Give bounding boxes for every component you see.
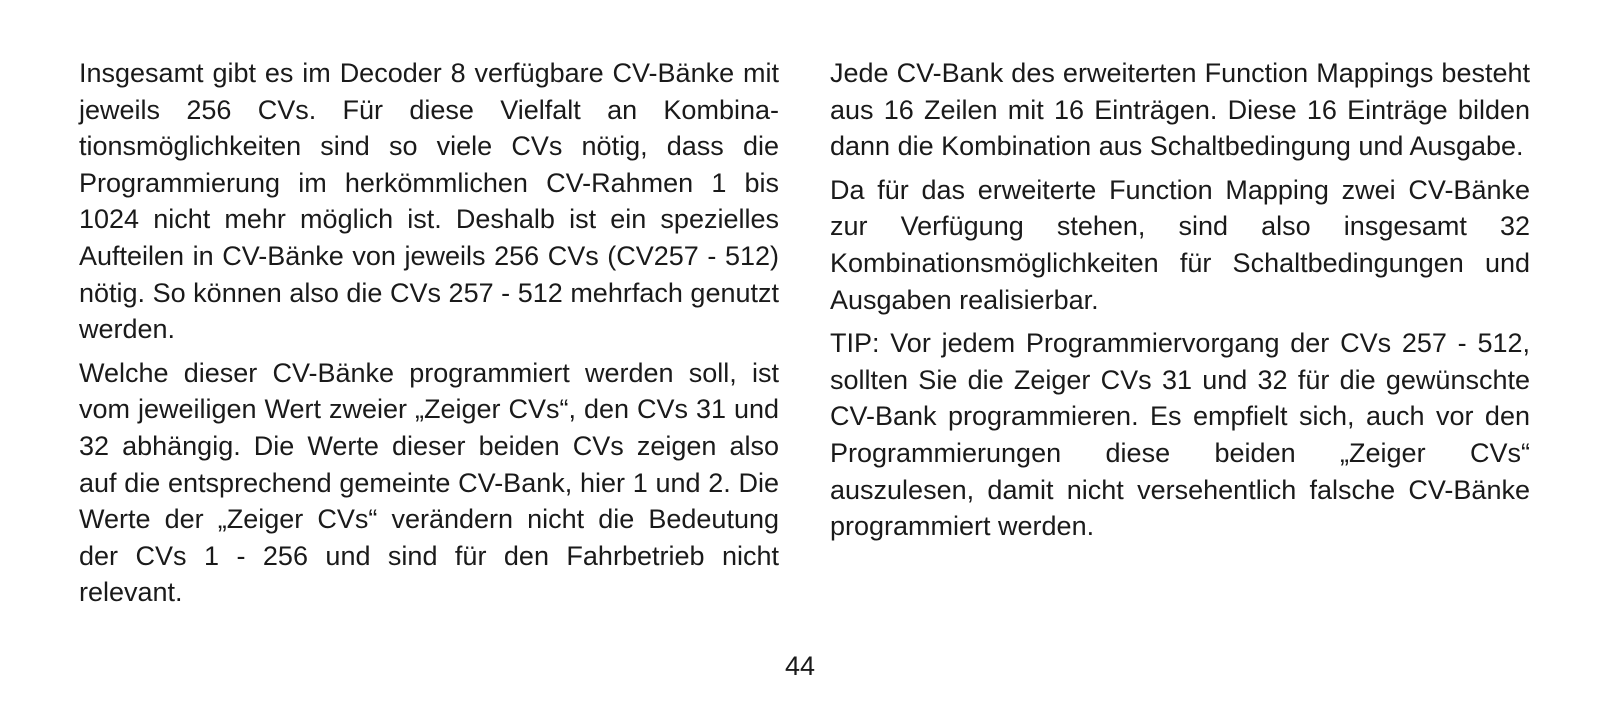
left-text-column <box>79 55 779 618</box>
right-text-column <box>830 55 1530 552</box>
page-number: 44 <box>784 651 816 681</box>
paragraph-cv-banks-overview: Insgesamt gibt es im Decoder 8 verfügbare CV-Bänke mit jeweils 256 CVs. Für diese Vielfalt an Kombinationsmöglichkeiten sind so viele CVs nötig, dass die Programmierung im herkömmlichen CV-Rahmen 1 bis 1024 nicht mehr möglich ist. Deshalb ist ein spezielles Aufteilen in CV-Bänke von jeweils 256 CVs (CV257 - 512) nötig. So können also die CVs 257 - 512 mehrfach genutzt werden. <box>79 58 779 345</box>
paragraph-function-mapping-structure: Jede CV-Bank des erweiterten Function Mappings besteht aus 16 Zeilen mit 16 Einträgen. Diese 16 Einträge bilden dann die Kombination aus Schaltbedingung und Ausgabe. <box>830 58 1530 162</box>
paragraph-pointer-cvs: Welche dieser CV-Bänke programmiert werden soll, ist vom jeweiligen Wert zweier „Zeiger CVs“, den CVs 31 und 32 abhängig. Die Werte dieser beiden CVs zeigen also auf die entsprechend gemeinte CV-Bank, hier 1 und 2. Die Werte der „Zeiger CVs“ verändern nicht die Bedeutung der CVs 1 - 256 und sind für den Fahrbetrieb nicht relevant. <box>79 357 779 608</box>
paragraph-combination-possibilities: Da für das erweiterte Function Mapping zwei CV-Bänke zur Verfügung stehen, sind also insgesamt 32 Kombinationsmöglichkeiten für Schaltbedingungen und Ausgaben realisierbar. <box>830 174 1530 315</box>
paragraph-tip: TIP: Vor jedem Programmiervorgang der CVs 257 - 512, sollten Sie die Zeiger CVs 31 und 32 für die gewünschte CV-Bank programmieren. Es empfielt sich, auch vor den Programmierungen diese beiden „Zeiger CVs“ auszulesen, damit nicht versehentlich falsche CV-Bänke programmiert werden. <box>830 328 1530 542</box>
